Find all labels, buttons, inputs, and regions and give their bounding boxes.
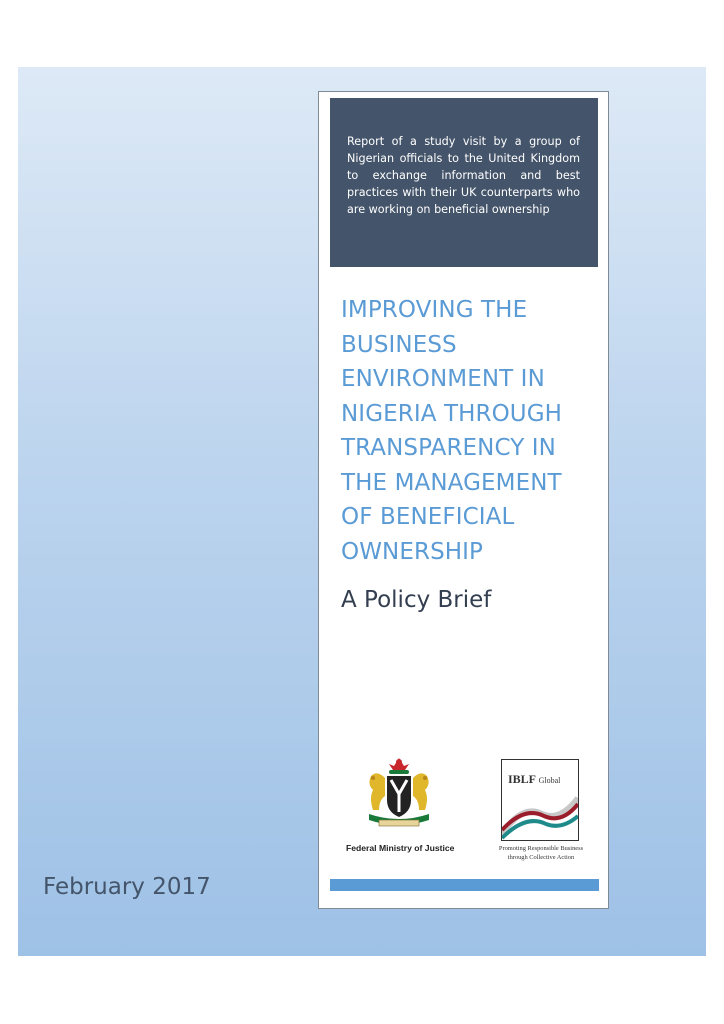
title-line: OF BENEFICIAL: [341, 504, 515, 530]
bottom-accent-bar: [330, 879, 599, 891]
report-subtitle: A Policy Brief: [341, 587, 492, 613]
iblf-name: [508, 772, 560, 787]
title-line: IMPROVING THE: [341, 297, 528, 323]
report-title: [341, 293, 581, 569]
iblf-swoosh-icon: [502, 794, 578, 840]
fmj-label: Federal Ministry of Justice: [346, 843, 455, 853]
title-line: NIGERIA THROUGH: [341, 400, 563, 427]
nigeria-coat-of-arms-logo: [349, 754, 449, 834]
iblf-tagline-line: through Collective Action: [507, 853, 575, 861]
iblf-tagline-line: Promoting Responsible Business: [498, 845, 584, 852]
iblf-name-text: IBLF: [508, 772, 536, 786]
publication-date: February 2017: [43, 874, 211, 900]
iblf-tagline: [485, 845, 597, 862]
title-line: TRANSPARENCY IN: [341, 435, 556, 461]
title-line: BUSINESS: [341, 331, 457, 358]
title-line: ENVIRONMENT IN: [341, 366, 545, 392]
intro-box: [330, 98, 598, 267]
iblf-logo: [501, 759, 579, 841]
iblf-suffix: Global: [538, 776, 561, 785]
title-line: THE MANAGEMENT: [341, 469, 562, 496]
title-line: OWNERSHIP: [341, 538, 484, 565]
cover-panel: [318, 91, 609, 909]
intro-text: Report of a study visit by a group of Nigerian officials to the United Kingdom to exchange information and best practices with their UK counterparts who are working on beneficial ownership: [347, 135, 580, 216]
